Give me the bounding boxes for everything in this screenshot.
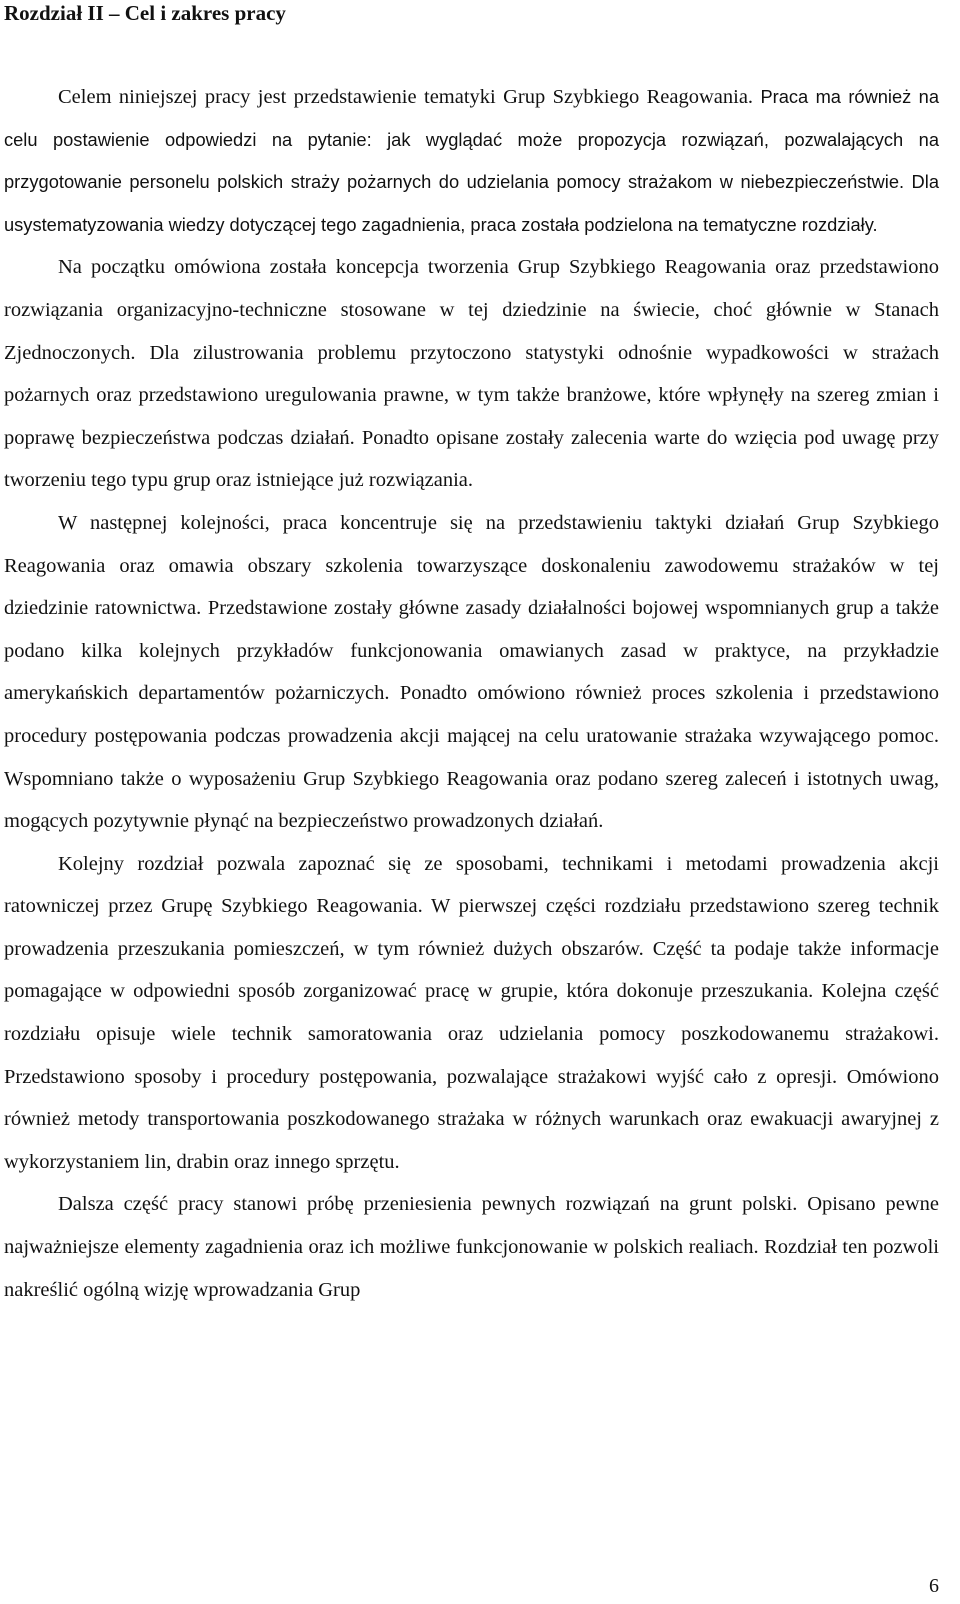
paragraph-2-sentence-1: Na początku omówiona została koncepcja tworzenia Grup Szybkiego Reagowania oraz przedstawiono rozwiązania organizacyjno-techniczne stosowane w tej dziedzinie na świecie, choć głównie w Stanach Zjednoczonych.: [4, 256, 939, 364]
chapter-body: [4, 76, 939, 1311]
paragraph-2: [4, 246, 939, 502]
chapter-heading: Rozdział II – Cel i zakres pracy: [4, 1, 286, 25]
paragraph-5: Dalsza część pracy stanowi próbę przeniesienia pewnych rozwiązań na grunt polski. Opisano pewne najważniejsze elementy zagadnienia oraz ich możliwe funkcjonowanie w polskich realiach. Rozdział ten pozwoli nakreślić ogólną wizję wprowadzania Grup: [4, 1193, 939, 1301]
page-number: 6: [929, 1575, 939, 1597]
paragraph-4: Kolejny rozdział pozwala zapoznać się ze sposobami, technikami i metodami prowadzenia akcji ratowniczej przez Grupę Szybkiego Reagowania. W pierwszej części rozdziału przedstawiono szereg technik prowadzenia przeszukania pomieszczeń, w tym również dużych obszarów. Część ta podaje także informacje pomagające w odpowiedni sposób zorganizować pracę w grupie, która dokonuje przeszukania. Kolejna część rozdziału opisuje wiele technik samoratowania oraz udzielania pomocy poszkodowanemu strażakowi. Przedstawiono sposoby i procedury postępowania, pozwalające strażakowi wyjść cało z opresji. Omówiono również metody transportowania poszkodowanego strażaka w różnych warunkach oraz ewakuacji awaryjnej z wykorzystaniem lin, drabin oraz innego sprzętu.: [4, 852, 939, 1173]
paragraph-1: [4, 76, 939, 246]
paragraph-3: W następnej kolejności, praca koncentruje się na przedstawieniu taktyki działań Grup Szybkiego Reagowania oraz omawia obszary szkolenia towarzyszące doskonaleniu zawodowemu strażaków w tej dziedzinie ratownictwa. Przedstawione zostały główne zasady działalności bojowej wspomnianych grup a także podano kilka kolejnych przykładów funkcjonowania omawianych zasad w praktyce, na przykładzie amerykańskich departamentów pożarniczych. Ponadto omówiono również proces szkolenia i przedstawiono procedury postępowania podczas prowadzenia akcji mającej na celu uratowanie strażaka wzywającego pomoc. Wspomniano także o wyposażeniu Grup Szybkiego Reagowania oraz podano szereg zaleceń i istotnych uwag, mogących pozytywnie płynąć na bezpieczeństwo prowadzonych działań.: [4, 511, 939, 833]
paragraph-1-sentence-1: Celem niniejszej pracy jest przedstawienie tematyki Grup Szybkiego Reagowania.: [58, 86, 761, 108]
paragraph-1-sentence-2: Praca ma również na celu postawienie odpowiedzi na pytanie: jak wyglądać może propozycja rozwiązań, pozwalających na przygotowanie personelu polskich straży pożarnych do udzielania pomocy strażakom w niebezpieczeństwie. Dla usystematyzowania wiedzy dotyczącej tego zagadnienia, praca została podzielona na tematyczne rozdziały.: [4, 86, 939, 235]
paragraph-2-sentence-2: Dla zilustrowania problemu przytoczono statystyki odnośnie wypadkowości w strażach pożarnych oraz przedstawiono uregulowania prawne, w tym także branżowe, które wpłynęły na szereg zmian i poprawę bezpieczeństwa podczas działań. Ponadto opisane zostały zalecenia warte do wzięcia pod uwagę przy tworzeniu tego typu grup oraz istniejące już rozwiązania.: [4, 341, 939, 492]
